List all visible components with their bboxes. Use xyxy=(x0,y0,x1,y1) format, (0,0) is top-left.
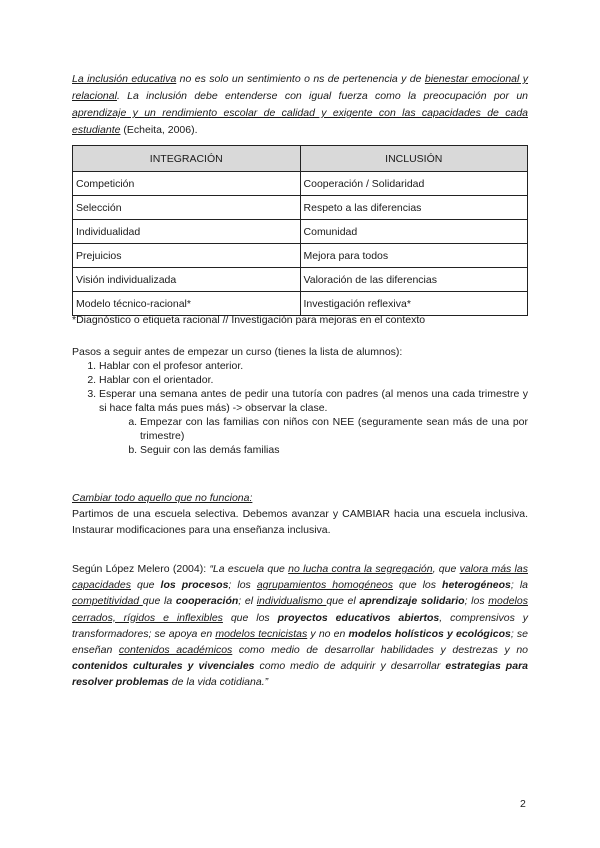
quote-bold: estrategias para resolver problemas xyxy=(72,660,528,689)
intro-term-aprendizaje: aprendizaje y un rendimiento escolar de calidad y exigente con las capacidades de cada estudiante xyxy=(72,107,528,136)
quote-text: ; se enseñan xyxy=(72,627,528,657)
intro-text: no es solo un sentimiento o ns de pertenencia y de xyxy=(176,73,425,85)
quote-bold: modelos holísticos y ecológicos xyxy=(348,627,511,640)
quote-underlined: no lucha contra la segregación xyxy=(288,563,433,575)
quote-author: Según López Melero (2004): xyxy=(72,563,210,575)
quote-bold: heterogéneos xyxy=(442,579,511,592)
list-item: b. Seguir con las demás familias xyxy=(140,443,528,457)
quote-text: ; la xyxy=(510,579,529,592)
table-row xyxy=(73,172,528,196)
table-cell: Mejora para todos xyxy=(300,244,527,268)
quote-bold: los procesos xyxy=(160,579,229,592)
table-row xyxy=(73,244,528,268)
quote-text: que la xyxy=(142,595,176,608)
list-item: 1. Hablar con el profesor anterior. xyxy=(99,359,528,373)
quote-text: ; los xyxy=(228,579,257,592)
header-inclusion: INCLUSIÓN xyxy=(300,146,527,172)
table-cell: Visión individualizada xyxy=(73,268,301,292)
steps-list xyxy=(72,359,528,457)
quote-underlined: contenidos académicos xyxy=(118,644,233,657)
table-row xyxy=(73,292,528,316)
page-number: 2 xyxy=(520,798,526,810)
quote-paragraph xyxy=(72,561,528,691)
quote-text: y no en xyxy=(307,627,349,640)
quote-text: ; los xyxy=(464,595,489,608)
sub-steps-list xyxy=(99,415,528,457)
quote-text: que los xyxy=(222,611,278,624)
table-row xyxy=(73,220,528,244)
quote-bold: aprendizaje solidario xyxy=(359,595,465,608)
quote-text: , que xyxy=(432,563,460,575)
intro-citation: (Echeita, 2006). xyxy=(120,124,198,136)
change-section xyxy=(72,490,528,538)
quote-bold: proyectos educativos abiertos xyxy=(277,611,440,624)
table-cell: Selección xyxy=(73,196,301,220)
quote-underlined: valora más las capacidades xyxy=(72,563,528,592)
quote-text: de la vida cotidiana.” xyxy=(168,676,269,689)
quote-bold: contenidos culturales y vivenciales xyxy=(72,660,255,673)
table-cell: Cooperación / Solidaridad xyxy=(300,172,527,196)
table-footnote: *Diagnóstico o etiqueta racional // Investigación para mejoras en el contexto xyxy=(72,314,426,326)
table-cell: Individualidad xyxy=(73,220,301,244)
intro-term-bienestar: bienestar emocional y relacional xyxy=(72,73,528,102)
table-header-row xyxy=(73,146,528,172)
quote-text: “La escuela que xyxy=(209,563,289,575)
quote-text: ; el xyxy=(238,595,257,608)
document-page xyxy=(72,0,528,848)
quote-text: como medio de adquirir y desarrollar xyxy=(254,660,446,673)
list-item: 2. Hablar con el orientador. xyxy=(99,373,528,387)
steps-intro: Pasos a seguir antes de empezar un curso (tienes la lista de alumnos): xyxy=(72,346,403,358)
quote-text: que el xyxy=(326,595,360,608)
table-cell: Prejuicios xyxy=(73,244,301,268)
list-item: a. Empezar con las familias con niños con NEE (seguramente sean más de una por trimestre) xyxy=(140,415,528,443)
list-item-text: Esperar una semana antes de pedir una tutoría con padres (al menos una cada trimestre y si hace falta más pues más) -> observar la clase. xyxy=(99,388,528,414)
table-cell: Modelo técnico-racional* xyxy=(73,292,301,316)
quote-underlined: modelos tecnicistas xyxy=(215,627,308,640)
quote-bold: cooperación xyxy=(175,595,239,608)
intro-term-inclusion: La inclusión educativa xyxy=(72,73,177,85)
quote-text: que los xyxy=(393,579,443,592)
quote-underlined: competitividad xyxy=(72,595,143,608)
table-cell: Competición xyxy=(73,172,301,196)
table-row xyxy=(73,196,528,220)
comparison-table xyxy=(72,145,528,316)
quote-text: , comprensivos y transformadores; se apoya en xyxy=(72,611,529,640)
quote-text: que xyxy=(130,579,161,592)
quote-underlined: individualismo xyxy=(256,595,327,608)
table-cell: Comunidad xyxy=(300,220,527,244)
list-item xyxy=(99,387,528,457)
table-cell: Valoración de las diferencias xyxy=(300,268,527,292)
table-row xyxy=(73,268,528,292)
quote-text: como medio de desarrollar habilidades y destrezas y no xyxy=(232,644,528,657)
quote-underlined: agrupamientos homogéneos xyxy=(256,579,394,592)
steps-section xyxy=(72,345,528,457)
intro-paragraph xyxy=(72,71,528,139)
header-integracion: INTEGRACIÓN xyxy=(73,146,301,172)
table-cell: Investigación reflexiva* xyxy=(300,292,527,316)
intro-text: . La inclusión debe entenderse con igual fuerza como la preocupación por un xyxy=(116,90,528,102)
change-heading: Cambiar todo aquello que no funciona: xyxy=(72,492,253,504)
quote-underlined: modelos cerrados, rígidos e inflexibles xyxy=(72,595,528,624)
change-body: Partimos de una escuela selectiva. Debemos avanzar y CAMBIAR hacia una escuela inclusiva. Instaurar modificaciones para una enseñanza inclusiva. xyxy=(72,508,528,536)
table-cell: Respeto a las diferencias xyxy=(300,196,527,220)
